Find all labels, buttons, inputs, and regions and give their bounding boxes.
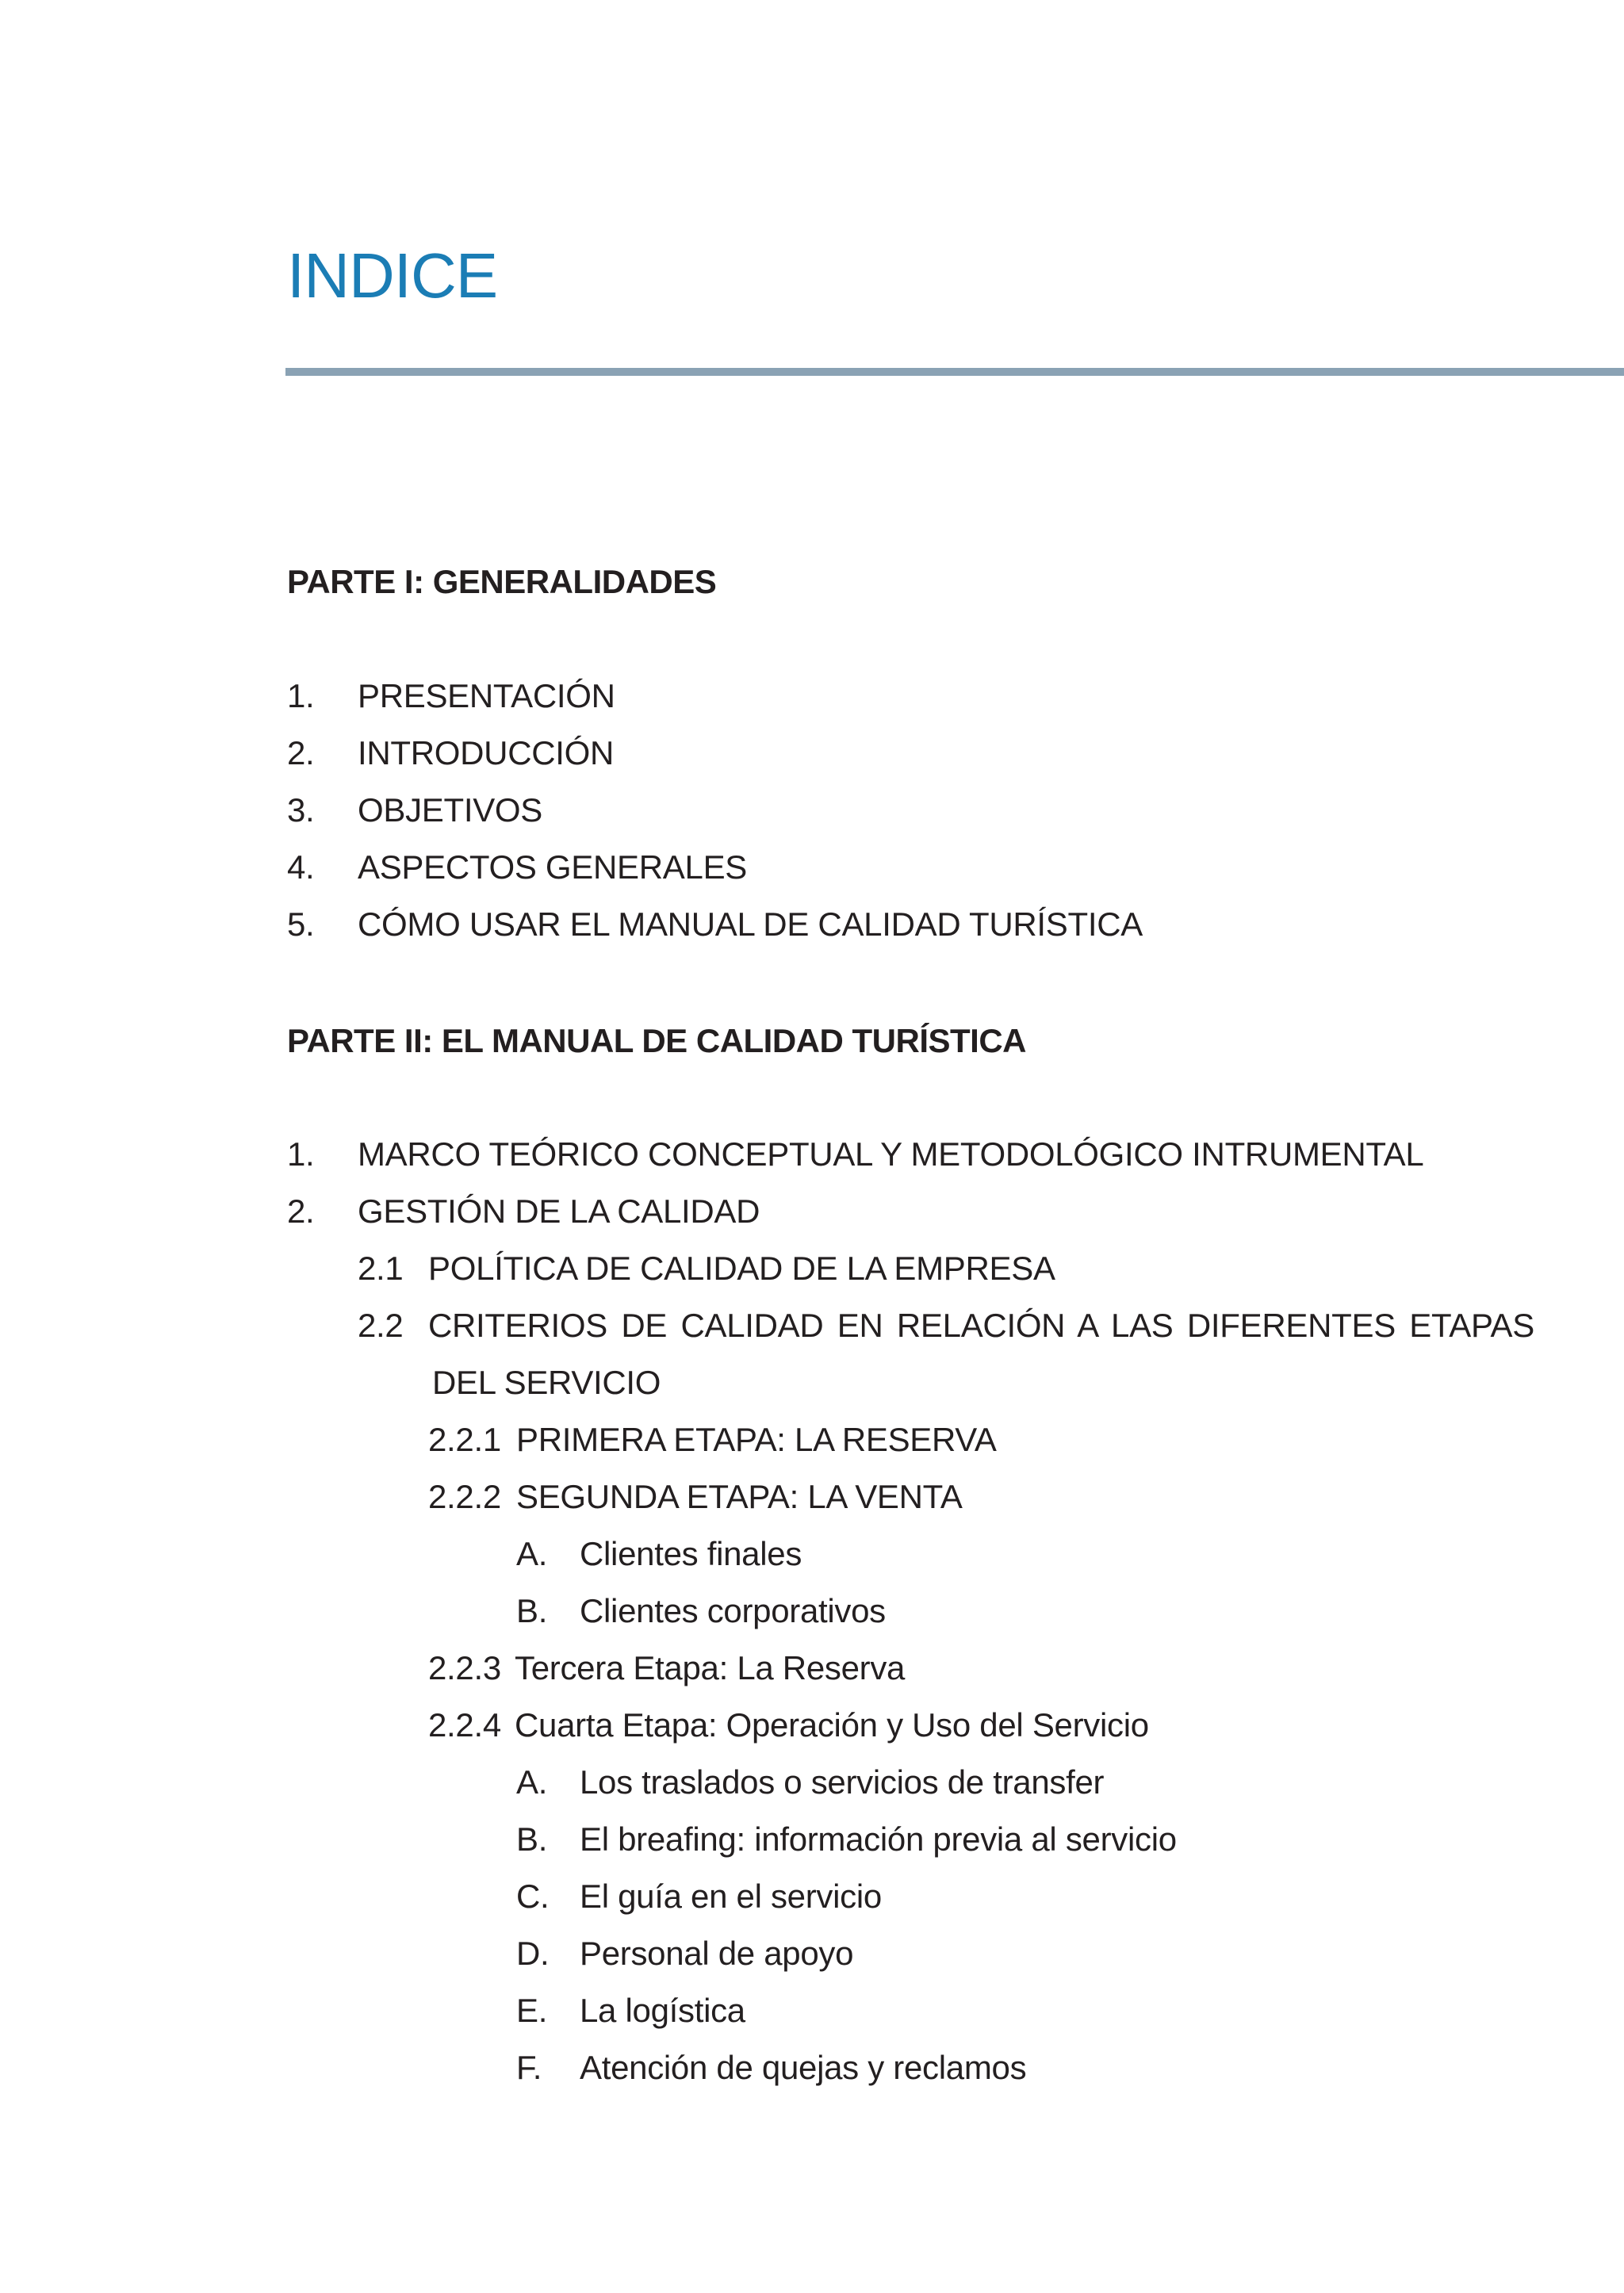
toc-label: POLÍTICA DE CALIDAD DE LA EMPRESA xyxy=(428,1250,1055,1287)
toc-number: 2.2.3 xyxy=(428,1649,501,1686)
toc-number: 2. xyxy=(287,1192,315,1230)
toc-number: B. xyxy=(516,1592,548,1629)
toc-label: El guía en el servicio xyxy=(580,1878,882,1915)
toc-label: La logística xyxy=(580,1992,745,2029)
toc-label: Atención de quejas y reclamos xyxy=(580,2049,1027,2086)
toc-number: B. xyxy=(516,1820,548,1858)
toc-label: PRIMERA ETAPA: LA RESERVA xyxy=(516,1421,997,1458)
toc-number: 2.2.1 xyxy=(428,1421,501,1458)
toc-label: INTRODUCCIÓN xyxy=(358,734,615,771)
toc-label: OBJETIVOS xyxy=(358,791,543,829)
toc-number: 3. xyxy=(287,791,315,829)
toc-number: 4. xyxy=(287,848,315,886)
toc-label: Personal de apoyo xyxy=(580,1935,854,1972)
toc-number: 2.2.4 xyxy=(428,1706,501,1744)
part2-heading: PARTE II: EL MANUAL DE CALIDAD TURÍSTICA xyxy=(287,1022,1026,1059)
toc-number: 2.2.2 xyxy=(428,1478,501,1515)
toc-label: PRESENTACIÓN xyxy=(358,677,615,714)
toc-number: C. xyxy=(516,1878,550,1915)
toc-label: Tercera Etapa: La Reserva xyxy=(515,1649,906,1686)
toc-label: CRITERIOS DE CALIDAD EN RELACIÓN A LAS DIFERENTES ETAPAS xyxy=(428,1307,1534,1344)
toc-number: 1. xyxy=(287,677,315,714)
toc-label: Cuarta Etapa: Operación y Uso del Servicio xyxy=(515,1706,1149,1744)
toc-label: Clientes corporativos xyxy=(580,1592,886,1629)
toc-number: 1. xyxy=(287,1135,315,1173)
toc-number: A. xyxy=(516,1763,548,1801)
toc-number: 5. xyxy=(287,905,315,943)
toc-number: 2.2 xyxy=(358,1307,404,1344)
toc-label: Los traslados o servicios de transfer xyxy=(580,1763,1105,1801)
toc-label: MARCO TEÓRICO CONCEPTUAL Y METODOLÓGICO INTRUMENTAL xyxy=(358,1135,1424,1173)
title-rule xyxy=(285,368,1624,376)
part1-heading: PARTE I: GENERALIDADES xyxy=(287,563,717,600)
toc-label: ASPECTOS GENERALES xyxy=(358,848,747,886)
toc-number: A. xyxy=(516,1535,548,1572)
toc-label: El breafing: información previa al servicio xyxy=(580,1820,1177,1858)
toc-label: SEGUNDA ETAPA: LA VENTA xyxy=(516,1478,963,1515)
toc-number: E. xyxy=(516,1992,548,2029)
page-title: INDICE xyxy=(287,240,498,311)
toc-number: F. xyxy=(516,2049,542,2086)
toc-number: 2.1 xyxy=(358,1250,404,1287)
toc-label: CÓMO USAR EL MANUAL DE CALIDAD TURÍSTICA xyxy=(358,905,1143,943)
toc-number: D. xyxy=(516,1935,550,1972)
toc-label: GESTIÓN DE LA CALIDAD xyxy=(358,1192,760,1230)
toc-label: Clientes finales xyxy=(580,1535,802,1572)
toc-number: 2. xyxy=(287,734,315,771)
toc-label: DEL SERVICIO xyxy=(432,1364,661,1401)
